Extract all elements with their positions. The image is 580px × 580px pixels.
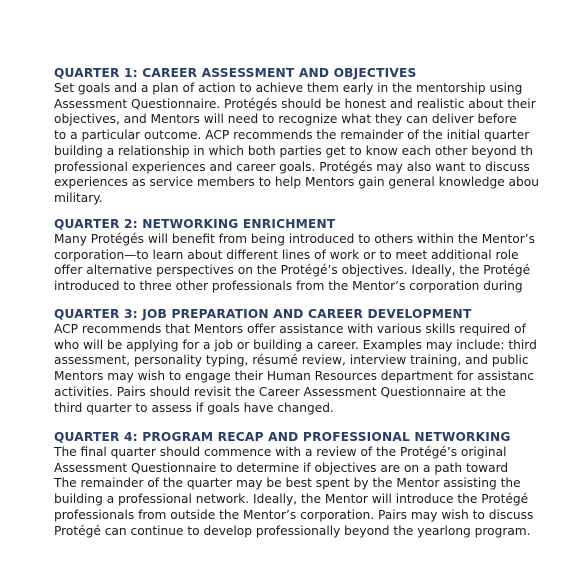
paragraph-line: Mentors may wish to engage their Human Resources department for assistanc	[54, 369, 534, 384]
paragraph-line: activities. Pairs should revisit the Career Assessment Questionnaire at the	[54, 384, 506, 399]
paragraph-line: building a relationship in which both parties get to know each other beyond th	[54, 143, 534, 158]
paragraph-line: to a particular outcome. ACP recommends the remainder of the initial quarter	[54, 128, 530, 143]
paragraph-line: building a professional network. Ideally, the Mentor will introduce the Protégé	[54, 492, 529, 507]
paragraph-line: Assessment Questionnaire to determine if objectives are on a path toward	[54, 460, 509, 475]
paragraph-line: professionals from outside the Mentor’s corporation. Pairs may wish to discuss	[54, 507, 534, 522]
paragraph-line: professional experiences and career goals. Protégés may also want to discuss	[54, 159, 530, 174]
paragraph-line: Many Protégés will benefit from being introduced to others within the Mentor’s	[54, 232, 535, 246]
paragraph-line: experiences as service members to help Mentors gain general knowledge abou	[54, 175, 539, 190]
paragraph-line: offer alternative perspectives on the Protégé’s objectives. Ideally, the Protégé	[54, 263, 531, 278]
paragraph-line: corporation—to learn about different lines of work or to meet additional role	[54, 247, 519, 262]
section-heading: QUARTER 1: CAREER ASSESSMENT AND OBJECTIVES	[54, 66, 417, 80]
paragraph-line: The final quarter should commence with a review of the Protégé’s original	[54, 445, 507, 459]
paragraph-line: Set goals and a plan of action to achieve them early in the mentorship using	[54, 81, 523, 95]
paragraph-line: ACP recommends that Mentors offer assistance with various skills required of	[54, 322, 526, 336]
paragraph-line: objectives, and Mentors will need to recognize what they can deliver before	[54, 112, 517, 127]
paragraph-line: military.	[54, 190, 103, 205]
paragraph-line: The remainder of the quarter may be best spent by the Mentor assisting the	[54, 476, 521, 491]
section-heading: QUARTER 2: NETWORKING ENRICHMENT	[54, 217, 336, 231]
paragraph-line: assessment, personality typing, résumé review, interview training, and public	[54, 353, 529, 368]
paragraph-line: introduced to three other professionals from the Mentor’s corporation during	[54, 279, 523, 294]
section-quarter-1	[54, 66, 580, 207]
section-heading: QUARTER 4: PROGRAM RECAP AND PROFESSIONAL NETWORKING	[54, 430, 511, 444]
section-quarter-3	[54, 307, 580, 416]
paragraph-line: Protégé can continue to develop professionally beyond the yearlong program.	[54, 523, 531, 538]
section-quarter-2	[54, 217, 580, 295]
paragraph-line: Assessment Questionnaire. Protégés should be honest and realistic about their	[54, 96, 536, 111]
section-quarter-4	[54, 430, 580, 539]
paragraph-line: who will be applying for a job or building a career. Examples may include: third	[54, 337, 537, 352]
section-heading: QUARTER 3: JOB PREPARATION AND CAREER DEVELOPMENT	[54, 307, 472, 321]
paragraph-line: third quarter to assess if goals have changed.	[54, 400, 334, 415]
